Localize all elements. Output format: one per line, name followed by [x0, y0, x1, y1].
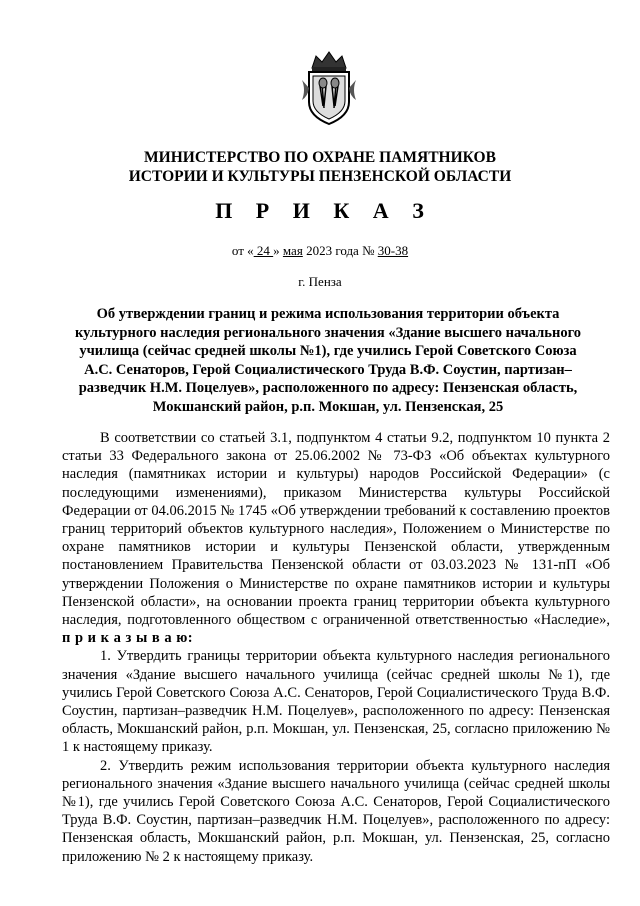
order-body — [62, 429, 610, 866]
date-year: 2023 года № — [302, 243, 378, 258]
preamble-text: В соответствии со статьей 3.1, подпунктом 4 статьи 9.2, подпунктом 10 пункта 2 статьи 33 Федерального закона от 25.06.2002 № 73-ФЗ «Об объектах культурного наследия (памятниках истории и культуры) народов Российской Федерации» (с последующими изменениями), приказом Министерства культуры Российской Федерации от 04.06.2015 № 1745 «Об утверждении требований к составлению проектов границ территорий объектов культурного наследия», Положением о Министерстве по охране памятников истории и культуры Пензенской области, утвержденным постановлением Правительства Пензенской области от 03.03.2023 № 131-пП «Об утверждении Положения о Министерстве по охране памятников истории и культуры Пензенской области», на основании проекта границ территории объекта культурного наследия, подготовленного обществом с ограниченной ответственностью «Наследие», — [62, 430, 610, 629]
date-day: 24 — [253, 243, 274, 258]
penza-coat-of-arms-icon — [298, 50, 360, 126]
subject-line: культурного наследия регионального значения «Здание высшего начального — [74, 324, 582, 341]
ministry-line-1: МИНИСТЕРСТВО ПО ОХРАНЕ ПАМЯТНИКОВ — [144, 149, 496, 166]
date-prefix: от « — [231, 243, 254, 258]
ministry-line-2: ИСТОРИИ И КУЛЬТУРЫ ПЕНЗЕНСКОЙ ОБЛАСТИ — [128, 168, 512, 185]
order-item-1: 1. Утвердить границы территории объекта культурного наследия регионального значения «Здание высшего начального училища (сейчас средней школы №1), где учились Герой Советского Союза А.С. Сенаторов, Герой Социалистического Труда В.Ф. Соустин, партизан–разведчик Н.М. Поцелуев», расположенного по адресу: Пензенская область, Мокшанский район, р.п. Мокшан, ул. Пензенская, 25, согласно приложению № 1 к настоящему приказу. — [62, 648, 610, 756]
date-line — [0, 243, 640, 259]
date-mid: » — [273, 243, 283, 258]
orders-word: п р и к а з ы в а ю: — [62, 630, 194, 647]
city: г. Пенза — [298, 274, 342, 289]
subject-line: А.С. Сенаторов, Герой Социалистического Труда В.Ф. Соустин, партизан– — [84, 361, 572, 378]
ministry-name — [0, 148, 640, 186]
document-type-title: П Р И К А З — [215, 198, 433, 223]
subject-line: Об утверждении границ и режима использования территории объекта — [96, 306, 560, 322]
subject-line: разведчик Н.М. Поцелуев», расположенного по адресу: Пензенская область, — [78, 380, 578, 396]
preamble-paragraph — [62, 429, 610, 647]
order-number: 30-38 — [377, 243, 409, 258]
order-item-2: 2. Утвердить режим использования территории объекта культурного наследия регионального значения «Здание высшего начального училища (сейчас средней школы №1), где учились Герой Советского Союза А.С. Сенаторов, Герой Социалистического Труда В.Ф. Соустин, партизан–разведчик Н.М. Поцелуев», расположенного по адресу: Пензенская область, Мокшанский район, р.п. Мокшан, ул. Пензенская, 25, согласно приложению № 2 к настоящему приказу. — [62, 757, 610, 865]
subject-line: Мокшанский район, р.п. Мокшан, ул. Пензенская, 25 — [152, 398, 504, 415]
date-month: мая — [282, 243, 303, 258]
subject-line: училища (сейчас средней школы №1), где учились Герой Советского Союза — [79, 343, 577, 359]
order-subject — [58, 305, 598, 416]
